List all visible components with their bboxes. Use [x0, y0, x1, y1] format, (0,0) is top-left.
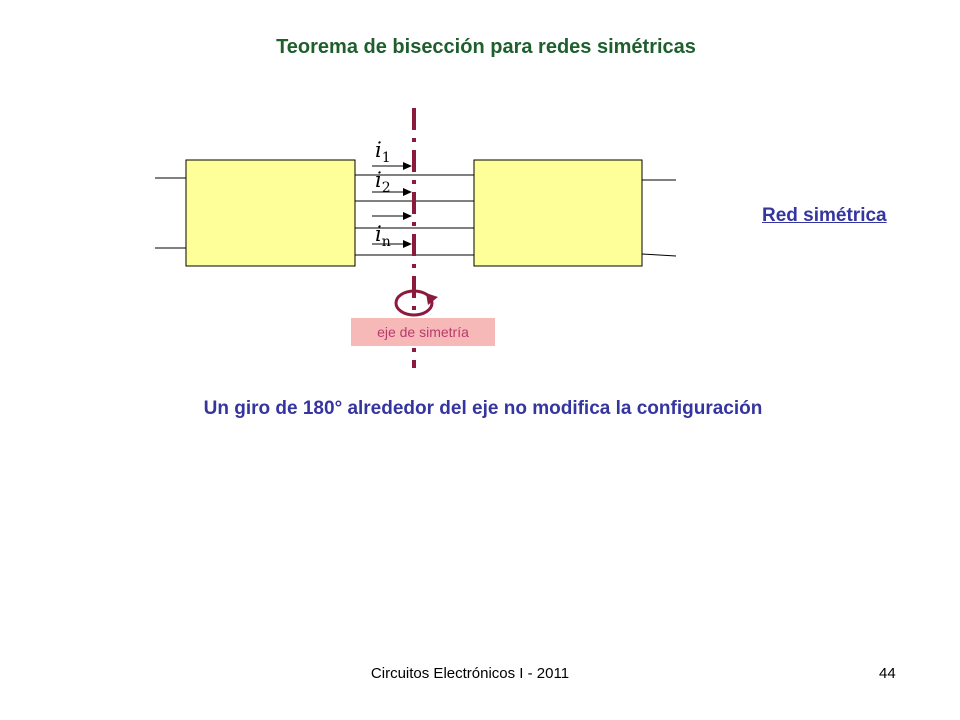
right-lead-bottom	[642, 254, 676, 256]
rotation-arrow-icon	[396, 291, 438, 315]
current-label-2: $i_2$	[375, 168, 391, 197]
current-label-n: $i_n$	[375, 222, 391, 251]
rotation-statement: Un giro de 180° alrededor del eje no modifica la configuración	[203, 398, 763, 419]
symmetric-network-label: Red simétrica	[762, 205, 887, 226]
right-network-block	[474, 160, 642, 266]
footer-course: Circuitos Electrónicos I - 2011	[370, 665, 570, 682]
current-arrow-3	[372, 212, 412, 220]
current-label-1: $i_1$	[375, 138, 391, 167]
symmetry-axis-label: eje de simetría	[351, 318, 495, 346]
page-number: 44	[879, 665, 896, 682]
left-network-block	[186, 160, 355, 266]
slide-title: Teorema de bisección para redes simétricas	[276, 36, 696, 58]
